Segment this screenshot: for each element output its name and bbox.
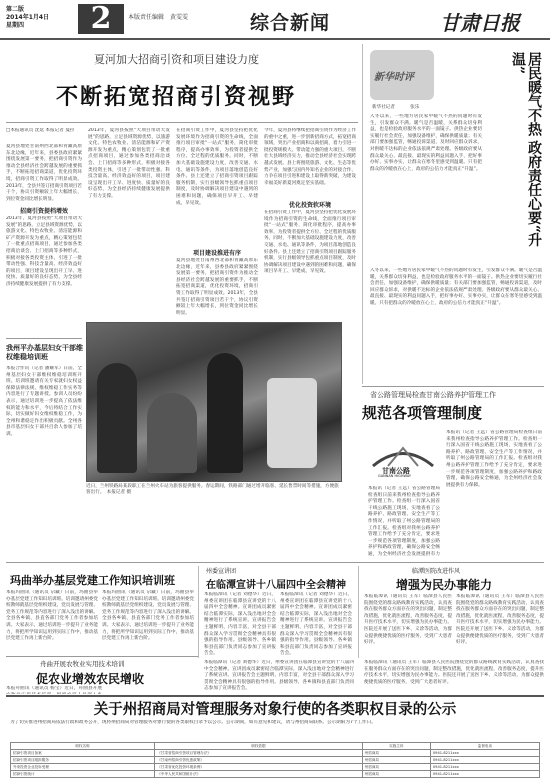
table-cell: 招商引资项目备案 [11, 750, 155, 757]
divider [6, 695, 544, 697]
table-row [11, 771, 540, 778]
table-cell: 招商引资统计 [11, 771, 155, 778]
table-header: 实施主体 [362, 743, 430, 750]
table-header: 监督电话 [430, 743, 539, 750]
section-title: 综合新闻 [250, 12, 331, 34]
health-body-tail: 本报临潭讯（通讯员 王军）临潭县人民医院围绕党的群众路线教育实践活动，认真查找在服务群众方面存在的突出问题，制定整改措施，优化就医流程，改善服务态度，提升医疗技术水平，切实增强为民办事能力。医院还开展了送医下乡、义诊等活动，为群众提供便捷优质的医疗服务，受到广大患者好评。 [364, 660, 544, 685]
lead-col3b: 夏河县地处甘南州西北部和青藏高原东北边缘，近年来，县委县政府紧紧围绕发展第一要务，把招商引资作为推动全县经济社会跨越发展的重要抓手，不断拓宽招商渠道，优化投资环境，招商引资工作取得了明显成效。2013年，全县共签订招商引资项目若干个，协议引资额较上年大幅增长，到位资金同比增长明显。 [176, 258, 258, 316]
province-kicker: 省公路管理局检查甘南公路养护管理工作 [370, 391, 496, 399]
table-row [11, 757, 540, 764]
issue-weekday: 星期四 [6, 22, 25, 29]
health-body: 本报临潭讯（通讯员 王军）临潭县人民医院围绕党的群众路线教育实践活动，认真查找在服务群众方面存在的突出问题，制定整改措施，优化就医流程，改善服务态度，提升医疗技术水平，切实增强为民办事能力。医院还开展了送医下乡、义诊等活动，为群众提供便捷优质的医疗服务，受到广大患者好评。 [364, 594, 452, 646]
table-cell: 0941-8211xxx [430, 757, 539, 764]
commentary-logo [370, 50, 434, 100]
table-row [11, 764, 540, 771]
photo-caption: 近日，兰州铁路局某段职工在兰州火车站为旅客提供服务。春运期间，铁路部门通过增开临客、延长售票时间等措施，方便旅客出行。 本报记者 摄 [86, 484, 339, 496]
table-header: 职权依据 [155, 743, 362, 750]
notice-intro: 为了切实推进州招商局依法行政和政务公开，现将州招商局对管理服务对象行使的各类职权目录予以公示。公示期间，如有意见和建议，请与州招商局联系。公示期限为7个工作日。 [10, 720, 376, 725]
table-cell: 《中华人民共和国统计法》 [155, 771, 362, 778]
commentary-title: 居民暖气不热 政府责任心要“升温” [510, 52, 542, 247]
table-cell: 州招商局 [362, 771, 430, 778]
lead-subhead-3: 优化投资软环境 [288, 202, 331, 209]
edition-info [6, 6, 76, 30]
lead-subhead-1: 招商引资提档增效 [19, 208, 68, 215]
lead-col4b: 在招商引资工作中，夏河县坚持把优化发展环境作为招商引资的生命线，全面推行项目审批“一站式”服务，简化审批程序，提高办事效率，为投资者提供全方位、全过程的优质服务。同时，不断加大基础设施建设力度，改善交通、水电、通讯等条件，为项目落地创造良好条件。县上还建立了招商引资项目跟踪服务机制，实行县级领导包抓重点项目制度，及时协调解决项目建设中遇到的困难和问题，确保项目早开工、早建成、早见效。 [264, 210, 356, 275]
table-row [11, 750, 540, 757]
masthead [0, 0, 550, 40]
training-headline: 玛曲举办基层党建工作知识培训班 [10, 574, 175, 587]
divider [6, 122, 358, 123]
table-cell: 《甘肃省招商引资项目管理办法》 [155, 750, 362, 757]
table-cell: 州招商局 [362, 764, 430, 771]
notice-title: 关于州招商局对管理服务对象行使的各类职权目录的公示 [93, 701, 457, 718]
table-cell: 0941-8211xxx [430, 771, 539, 778]
table-header: 职权名称 [11, 743, 155, 750]
table-cell: 《甘肃省优化投资环境条例》 [155, 764, 362, 771]
logo-english: GANNAN HIGHWAY [378, 474, 412, 478]
lead-col4: 今年，夏河县将继续把招商引资作为经济工作的重中之重，进一步创新招商方式，拓宽招商领域，突出产业招商和以商招商，着力引进一批投资规模大、带动能力强的重大项目，不断壮大县域经济实力，推动全县经济社会实现跨越式发展。县上将围绕旅游、文化、生态等优势产业，加强与国内外知名企业的对接合作，力争在项目引进和建设上取得新突破，为建设幸福美好新夏河奠定坚实基础。 [264, 128, 356, 186]
lead-col1b: 2013年，夏河县按照“大项目带动大发展”的思路，立足县域资源优势，以旅游文化、特色农牧业、清洁能源和矿产资源开发为重点，精心策划包装了一批重点招商项目，通过参加各类招商洽谈会、上门招商等多种形式，积极对接各类投资主体，引进了一批带动性强、科技含量高、经济效益好的项目，项目建设呈现出开工早、进度快、质量好的良好态势，为全县经济持续健康发展提供了有力支撑。 [6, 216, 82, 287]
table-cell: 州招商局 [362, 750, 430, 757]
page-number: 2 [78, 4, 124, 34]
training-body: 本报玛曲讯（通讯员 尕藏）日前，玛曲县举办基层党建工作知识培训班。培训邀请州委党校教师就基层党组织建设、党员发展与管理、党务工作规范等内容进行了深入浅出的讲解。全县各乡镇、县直各部门党务工作者参加培训。大家表示，通过培训进一步提升了业务能力，将把所学知识运用到实际工作中，推动基层党建工作再上新台阶。 [6, 590, 98, 642]
lead-col3: 在招商引资工作中，夏河县坚持把优化发展环境作为招商引资的生命线，全面推行项目审批“一站式”服务，简化审批程序，提高办事效率，为投资者提供全方位、全过程的优质服务。同时，不断加大基础设施建设力度，改善交通、水电、通讯等条件，为项目落地创造良好条件。县上还建立了招商引资项目跟踪服务机制，实行县级领导包抓重点项目制度，及时协调解决项目建设中遇到的困难和问题，确保项目早开工、早建成、早见效。 [176, 128, 258, 206]
commentary-body: 入冬以来，一些地方居民家中暖气不热的问题时有发生，引发群众不满。暖气是否温暖，关系群众切身利益，也是检验政府服务水平的一面镜子。供热企业要切实履行社会责任，加强设备维护，确保供暖质量；有关部门要加强监管，畅通投诉渠道，及时回应群众诉求，对供暖不达标的企业依法依规严肃处理。各级政府要从群众最关心、最直接、最现实的利益问题入手，把好事办好、实事办实，让群众在寒冬里感受到温暖。只有把群众的冷暖放在心上，政府的公信力才能真正“升温”。 [370, 114, 482, 172]
divider [362, 386, 544, 387]
health-kicker: 临潭医院改进作风 [412, 568, 461, 575]
lead-byline: □本报通讯员 沈延 本报记者 曼拉 [6, 128, 75, 133]
lead-col1: 夏河县地处甘南州西北部和青藏高原东北边缘，近年来，县委县政府紧紧围绕发展第一要务，把招商引资作为推动全县经济社会跨越发展的重要抓手，不断拓宽招商渠道，优化投资环境，招商引资工作取得了明显成效。2013年，全县共签订招商引资项目若干个，协议引资额较上年大幅增长，到位资金同比增长明显。 [6, 144, 82, 202]
table-cell: 招商引资项目跟踪服务 [11, 757, 155, 764]
livestock-kicker: 舟曲开展农牧业实用技术培训 [40, 660, 125, 668]
table-cell: 0941-8211xxx [430, 764, 539, 771]
province-headline: 规范各项管理制度 [362, 404, 483, 422]
lead-kicker: 夏河加大招商引资和项目建设力度 [94, 53, 259, 66]
left-story-title: 我州平办基层妇女干部维权维稳培训班 [6, 344, 83, 361]
newspaper-brand: 甘肃日报 [440, 11, 520, 35]
party-headline: 在临潭宣讲十八届四中全会精神 [206, 580, 346, 591]
province-body: 本报讯（记者 王远）省公路管理局检查组日前来我州检查指导公路养护管理工作。检查组一行深入国省干线公路施工现场，实地查看了公路养护、路政管理、安全生产等工作情况，并听取了州公路管理局的工作汇报。检查组对我州公路养护管理工作给予了充分肯定，要求进一步规范各项管理制度，加强公路养护和路政管理，确保公路安全畅通，为全州经济社会发展提供有力 [368, 486, 440, 557]
health-body-cont: 本报临潭讯（通讯员 王军）临潭县人民医院围绕党的群众路线教育实践活动，认真查找在服务群众方面存在的突出问题，制定整改措施，优化就医流程，改善服务态度，提升医疗技术水平，切实增强为民办事能力。医院还开展了送医下乡、义诊等活动，为群众提供便捷优质的医疗服务，受到广大患者好评。 [456, 594, 544, 646]
table-header-row [11, 743, 540, 750]
divider [6, 656, 198, 657]
province-body-cont: 本报讯（记者 王远）省公路管理局检查组日前来我州检查指导公路养护管理工作。检查组一行深入国省干线公路施工现场，实地查看了公路养护、路政管理、安全生产等工作情况，并听取了州公路管理局的工作汇报。检查组对我州公路养护管理工作给予了充分肯定，要求进一步规范各项管理制度，加强公路养护和路政管理，确保公路安全畅通，为全州经济社会发展提供有力保障。 [446, 430, 542, 488]
left-story-body: 本报合作讯（记者 潘耀军）日前，全州基层妇女干部维权维稳培训班开班。培训班邀请有关专家就妇女权益保障法律法规、维权维稳工作实务等内容进行了专题讲授。参训人员纷纷表示，通过培训进一步提高了依法维权的能力和水平，今后将结合工作实际，切实做好妇女维权维稳工作，为全州和谐稳定作出积极贡献。全州各县市基层妇女干部共百余人参加了培训。 [6, 366, 82, 437]
commentary-byline: 新华社记者 张乐 [372, 105, 420, 110]
logo-name: 甘南公路 [382, 467, 410, 475]
party-body-cont: 本报临潭讯（记者 刘德华）近日，州委宣讲团在临潭县宣讲党的十八届四中全会精神。宣讲团成员紧密结合临潭实际，深入浅出地对全会精神进行了系统宣讲。宣讲报告会主题鲜明、内容丰富，对全县干部群众深入学习贯彻全会精神具有很强的指导作用。县级领导、各乡镇和县直部门负责同志参加了宣讲报告会。 [280, 592, 352, 656]
column-rule [358, 566, 359, 658]
health-headline: 增强为民办事能力 [396, 578, 493, 592]
livestock-body: 本报舟曲讯（通讯员 杨宝）近日，舟曲县开展 [6, 686, 102, 691]
news-photo [86, 322, 342, 482]
party-body: 本报临潭讯（记者 刘德华）近日，州委宣讲团在临潭县宣讲党的十八届四中全会精神。宣讲团成员紧密结合临潭实际，深入浅出地对全会精神进行了系统宣讲。宣讲报告会主题鲜明、内容丰富，对全县干部群众深入学习贯彻全会精神具有很强的指导作用。县级领导、各乡镇和县直部门负责同志参加了宣讲报告会。 [204, 592, 276, 656]
notice-table [10, 742, 540, 778]
commentary-logo-text: 新华时评 [374, 72, 414, 83]
party-kicker: 州委宣讲团 [206, 568, 237, 575]
edition-label: 第二版 [6, 6, 25, 13]
table-cell: 外来投资企业投诉受理 [11, 764, 155, 771]
issue-date: 2014年1月4日 [6, 14, 50, 21]
commentary-body-cont: 入冬以来，一些地方居民家中暖气不热的问题时有发生，引发群众不满。暖气是否温暖，关系群众切身利益，也是检验政府服务水平的一面镜子。供热企业要切实履行社会责任，加强设备维护，确保供暖质量；有关部门要加强监管，畅通投诉渠道，及时回应群众诉求，对供暖不达标的企业依法依规严肃处理。各级政府要从群众最关心、最直接、最现实的利益问题入手，把好事办好、实事办实，让群众在寒冬里感受到温暖。只有把群众的冷暖放在心上，政府的公信力才能真正“升温”。 [370, 268, 542, 306]
divider [6, 338, 82, 339]
divider [6, 562, 544, 563]
livestock-headline: 促农业增效农民增收 [36, 672, 145, 686]
column-rule [362, 44, 363, 384]
table-cell: 州招商局 [362, 757, 430, 764]
training-body-cont: 本报玛曲讯（通讯员 尕藏）日前，玛曲县举办基层党建工作知识培训班。培训邀请州委党校教师就基层党组织建设、党员发展与管理、党务工作规范等内容进行了深入浅出的讲解。全县各乡镇、县直各部门党务工作者参加培训。大家表示，通过培训进一步提升了业务能力，将把所学知识运用到实际工作中，推动基层党建工作再上新台阶。 [102, 590, 194, 642]
party-body-tail: 本报临潭讯（记者 刘德华）近日，州委宣讲团在临潭县宣讲党的十八届四中全会精神。宣讲团成员紧密结合临潭实际，深入浅出地对全会精神进行了系统宣讲。宣讲报告会主题鲜明、内容丰富，对全县干部群众深入学习贯彻全会精神具有很强的指导作用。县级领导、各乡镇和县直部门负责同志参加了宣讲报告会。 [204, 660, 354, 692]
gannan-highway-logo [368, 436, 438, 480]
column-rule [198, 566, 199, 658]
lead-subhead-2: 项目建设推进有序 [192, 250, 241, 257]
lead-headline: 不断拓宽招商引资视野 [56, 84, 297, 110]
table-cell: 0941-8211xxx [430, 750, 539, 757]
editors-credit: 本版责任编辑 黄雯雯 [128, 14, 189, 21]
lead-col2: 2013年，夏河县按照“大项目带动大发展”的思路，立足县域资源优势，以旅游文化、特色农牧业、清洁能源和矿产资源开发为重点，精心策划包装了一批重点招商项目，通过参加各类招商洽谈会、上门招商等多种形式，积极对接各类投资主体，引进了一批带动性强、科技含量高、经济效益好的项目，项目建设呈现出开工早、进度快、质量好的良好态势，为全县经济持续健康发展提供了有力支撑。 [88, 128, 170, 199]
table-cell: 《甘南州招商引资优惠政策》 [155, 757, 362, 764]
